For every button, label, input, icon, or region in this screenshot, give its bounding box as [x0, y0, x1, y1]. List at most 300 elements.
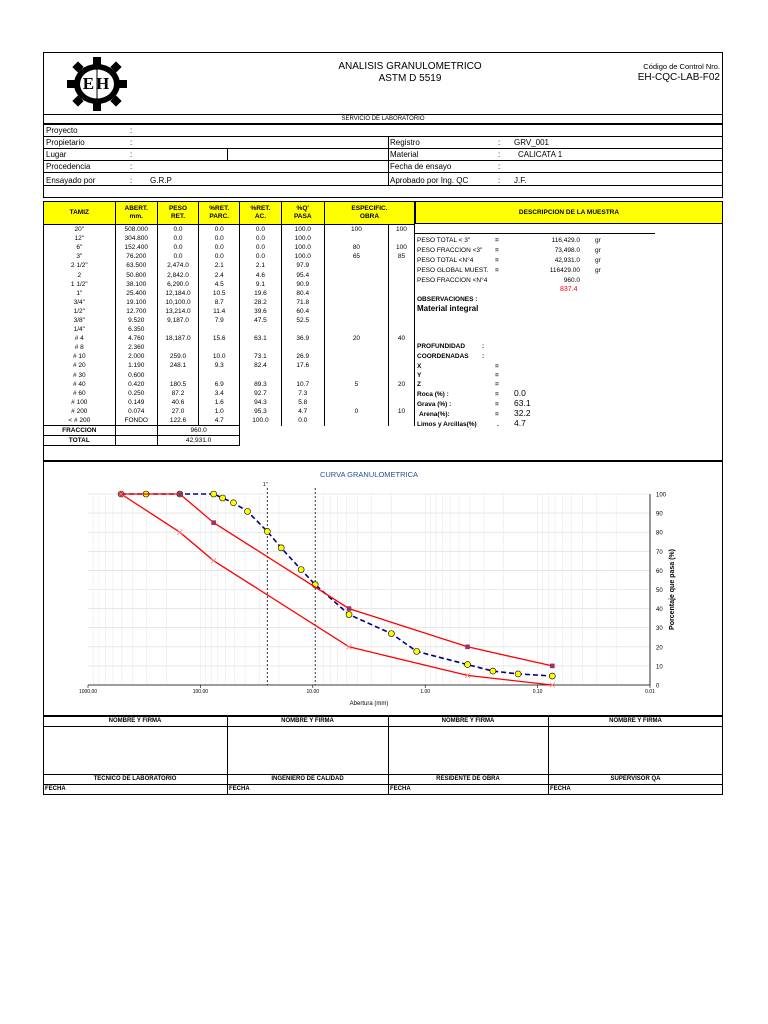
- table-cell: [157, 371, 198, 380]
- table-row: [44, 252, 415, 261]
- table-cell: 100.0: [281, 225, 324, 235]
- table-cell: [157, 325, 198, 334]
- table-cell: 100.0: [281, 243, 324, 252]
- table-cell: 11.4: [199, 307, 240, 316]
- table-cell: 0.0: [199, 225, 240, 235]
- propietario-label: Propietario: [46, 138, 85, 147]
- data-point: [278, 545, 284, 551]
- signature-role: RESIDENTE DE OBRA: [436, 776, 500, 782]
- table-cell: 10.5: [199, 289, 240, 298]
- y-tick-label: 10: [656, 664, 663, 671]
- table-cell: 5: [324, 380, 388, 389]
- coord-z-dash: =: [495, 381, 499, 388]
- table-cell: [324, 307, 388, 316]
- desc-line-label: PESO TOTAL < 3": [417, 237, 471, 244]
- table-cell: 3/8": [44, 316, 116, 325]
- data-point: [346, 612, 352, 618]
- observaciones-label: OBSERVACIONES :: [417, 296, 478, 303]
- table-cell: [388, 270, 414, 279]
- table-cell: # 8: [44, 343, 116, 352]
- arena-label: Arena(%):: [419, 411, 450, 418]
- table-cell: 7.3: [281, 389, 324, 398]
- procedencia-label: Procedencia: [46, 162, 91, 171]
- fraccion-value: 960.0: [157, 426, 239, 436]
- table-cell: 28.2: [240, 298, 281, 307]
- table-cell: [388, 280, 414, 289]
- table-row: [44, 234, 415, 243]
- y-tick-label: 60: [656, 568, 663, 575]
- total-value: 42,931.0: [157, 436, 239, 446]
- data-point: [549, 673, 555, 679]
- table-cell: 1/4": [44, 325, 116, 334]
- document-standard: ASTM D 5519: [378, 73, 442, 84]
- arena-value: 32.2: [514, 408, 531, 418]
- table-cell: 4.760: [115, 334, 157, 343]
- table-row: [44, 289, 415, 298]
- desc-line-dash: =: [495, 257, 499, 264]
- data-point: [515, 671, 521, 677]
- data-point: [178, 492, 183, 497]
- material-colon: :: [498, 150, 501, 159]
- granulometry-table-body: [44, 202, 415, 446]
- table-cell: 95.4: [281, 270, 324, 279]
- table-row: [44, 298, 415, 307]
- table-cell: 1 1/2": [44, 280, 116, 289]
- series-line: [121, 494, 552, 676]
- table-cell: [324, 416, 388, 426]
- desc-line-value: 960.0: [563, 277, 580, 284]
- table-cell: 6.350: [115, 325, 157, 334]
- data-point: [550, 664, 555, 669]
- data-point: [211, 520, 216, 525]
- profundidad-label: PROFUNDIDAD: [417, 343, 466, 350]
- aprobado-label: Aprobado por Ing. QC: [390, 176, 469, 185]
- table-cell: 100: [324, 225, 388, 235]
- data-point: [211, 491, 217, 497]
- table-cell: 2 1/2": [44, 261, 116, 270]
- signature-date-label: FECHA: [390, 786, 411, 792]
- control-code-label: Código de Control Nro.: [643, 62, 720, 71]
- table-cell: [388, 343, 414, 352]
- table-cell: 76.200: [115, 252, 157, 261]
- desc-line-unit: gr: [595, 247, 601, 254]
- table-cell: [388, 234, 414, 243]
- signature-name-header: NOMBRE Y FIRMA: [281, 718, 334, 724]
- table-cell: 38.100: [115, 280, 157, 289]
- column-header: %RET. PARC.: [199, 202, 240, 225]
- table-cell: 2,474.0: [157, 261, 198, 270]
- grava-label: Grava (%) :: [417, 401, 452, 408]
- table-cell: FONDO: [115, 416, 157, 426]
- table-cell: [281, 325, 324, 334]
- table-cell: 20: [324, 334, 388, 343]
- table-row: [44, 325, 415, 334]
- table-cell: 87.2: [157, 389, 198, 398]
- table-cell: 80: [324, 243, 388, 252]
- table-cell: 92.7: [240, 389, 281, 398]
- service-title: SERVICIO DE LABORATORIO: [341, 116, 425, 122]
- table-cell: 12.700: [115, 307, 157, 316]
- procedencia-colon: :: [130, 162, 133, 171]
- table-row: [44, 270, 415, 279]
- table-cell: 80.4: [281, 289, 324, 298]
- reference-annotation: 1": [262, 482, 268, 488]
- desc-line-label: PESO TOTAL <N°4: [417, 257, 474, 264]
- table-cell: 2.000: [115, 352, 157, 361]
- column-header: PESO RET.: [157, 202, 198, 225]
- table-cell: [240, 343, 281, 352]
- table-cell: 20: [388, 380, 414, 389]
- table-cell: 259.0: [157, 352, 198, 361]
- arena-dash: =: [495, 411, 499, 418]
- y-tick-label: 20: [656, 645, 663, 652]
- y-tick-label: 0: [656, 683, 660, 690]
- table-cell: < # 200: [44, 416, 116, 426]
- table-cell: [388, 398, 414, 407]
- table-cell: 71.8: [281, 298, 324, 307]
- observaciones-value: Material integral: [417, 304, 479, 313]
- table-cell: 27.0: [157, 407, 198, 416]
- data-point: [388, 631, 394, 637]
- table-cell: [324, 289, 388, 298]
- desc-line-label: PESO FRACCION <3": [417, 247, 483, 254]
- table-cell: 100: [388, 243, 414, 252]
- total-label: TOTAL: [44, 436, 116, 446]
- table-row: [44, 371, 415, 380]
- y-tick-label: 100: [656, 492, 667, 499]
- signature-role: TECNICO DE LABORATORIO: [93, 776, 177, 782]
- x-tick-label: 100.00: [192, 689, 209, 695]
- table-cell: 304.800: [115, 234, 157, 243]
- ensayado-label: Ensayado por: [46, 176, 96, 185]
- document-title: ANALISIS GRANULOMETRICO: [338, 61, 482, 72]
- data-point: [298, 567, 304, 573]
- desc-line-dash: =: [495, 267, 499, 274]
- fraccion-row: [44, 426, 415, 436]
- table-cell: # 10: [44, 352, 116, 361]
- table-cell: 1/2": [44, 307, 116, 316]
- table-cell: 12": [44, 234, 116, 243]
- table-cell: 18,187.0: [157, 334, 198, 343]
- table-cell: 73.1: [240, 352, 281, 361]
- table-cell: 9.520: [115, 316, 157, 325]
- column-header: ESPECIFIC. OBRA: [324, 202, 414, 225]
- proyecto-label: Proyecto: [46, 126, 78, 135]
- table-cell: 63.1: [240, 334, 281, 343]
- column-header: %Q' PASA: [281, 202, 324, 225]
- table-cell: 17.6: [281, 361, 324, 370]
- table-row: [44, 316, 415, 325]
- y-tick-label: 50: [656, 588, 663, 594]
- table-cell: # 20: [44, 361, 116, 370]
- table-cell: # 30: [44, 371, 116, 380]
- y-tick-label: 80: [656, 530, 663, 537]
- table-row: [44, 280, 415, 289]
- limos-dot: .: [497, 421, 499, 428]
- coord-x-label: X: [417, 363, 422, 370]
- table-cell: 0.0: [157, 225, 198, 235]
- coord-y-label: Y: [417, 372, 422, 379]
- table-cell: 3": [44, 252, 116, 261]
- table-cell: # 200: [44, 407, 116, 416]
- data-point: [490, 668, 496, 674]
- desc-line-value: 73,498.0: [554, 247, 580, 254]
- table-cell: 2.360: [115, 343, 157, 352]
- table-cell: 26.9: [281, 352, 324, 361]
- table-cell: 5.8: [281, 398, 324, 407]
- table-cell: 60.4: [281, 307, 324, 316]
- table-cell: 100: [388, 225, 414, 235]
- x-tick-label: 1.00: [420, 689, 431, 695]
- company-logo: [64, 56, 130, 112]
- table-cell: 0.0: [240, 234, 281, 243]
- table-cell: [388, 361, 414, 370]
- coord-x-dash: =: [495, 363, 499, 370]
- table-cell: 3.4: [199, 389, 240, 398]
- table-cell: # 60: [44, 389, 116, 398]
- table-cell: 1.6: [199, 398, 240, 407]
- registro-colon: :: [498, 138, 501, 147]
- data-point: [414, 648, 420, 654]
- table-cell: [324, 261, 388, 270]
- signature-date-label: FECHA: [550, 786, 571, 792]
- propietario-colon: :: [130, 138, 133, 147]
- lugar-colon: :: [130, 150, 133, 159]
- table-cell: 10: [388, 407, 414, 416]
- table-cell: 100.0: [240, 416, 281, 426]
- table-cell: 63.500: [115, 261, 157, 270]
- signature-role: SUPERVISOR QA: [610, 776, 661, 782]
- table-cell: [115, 436, 157, 446]
- table-cell: [240, 371, 281, 380]
- table-cell: [199, 325, 240, 334]
- table-cell: 0.0: [199, 252, 240, 261]
- column-header: TAMIZ: [44, 202, 116, 225]
- table-cell: 15.6: [199, 334, 240, 343]
- y-tick-label: 90: [656, 511, 663, 518]
- x-tick-label: 0.10: [532, 689, 543, 695]
- limos-value: 4.7: [514, 418, 526, 428]
- ensayado-colon: :: [130, 176, 133, 185]
- table-cell: 20": [44, 225, 116, 235]
- table-cell: 0.0: [240, 243, 281, 252]
- table-cell: [324, 325, 388, 334]
- registro-label: Registro: [390, 138, 420, 147]
- signature-date-label: FECHA: [45, 786, 66, 792]
- table-row: [44, 261, 415, 270]
- profundidad-colon: :: [482, 343, 485, 350]
- table-cell: 65: [324, 252, 388, 261]
- coordenadas-label: COORDENADAS: [417, 353, 469, 360]
- material-label: Material: [390, 150, 419, 159]
- table-row: [44, 352, 415, 361]
- table-cell: 25.400: [115, 289, 157, 298]
- table-cell: [199, 371, 240, 380]
- desc-line-label: PESO GLOBAL MUEST.: [417, 267, 489, 274]
- table-cell: 0.074: [115, 407, 157, 416]
- table-cell: 3/4": [44, 298, 116, 307]
- table-cell: 95.3: [240, 407, 281, 416]
- signature-role: INGENIERO DE CALIDAD: [271, 776, 344, 782]
- table-cell: [324, 398, 388, 407]
- table-cell: 82.4: [240, 361, 281, 370]
- table-cell: [388, 371, 414, 380]
- table-cell: 19.6: [240, 289, 281, 298]
- table-header-row: [44, 202, 415, 225]
- table-cell: 0: [324, 407, 388, 416]
- table-cell: [388, 416, 414, 426]
- table-cell: 0.600: [115, 371, 157, 380]
- logo-letters: EH: [82, 74, 112, 93]
- grain-size-chart: [50, 463, 688, 713]
- desc-line-value: 116,429.0: [551, 237, 580, 244]
- table-cell: [324, 316, 388, 325]
- table-cell: [324, 352, 388, 361]
- table-cell: 1.0: [199, 407, 240, 416]
- chart-panel: [50, 463, 688, 713]
- table-cell: # 4: [44, 334, 116, 343]
- coord-y-dash: =: [495, 372, 499, 379]
- table-cell: [324, 389, 388, 398]
- data-point: [465, 662, 471, 668]
- table-row: [44, 334, 415, 343]
- data-point: [230, 500, 236, 506]
- table-row: [44, 407, 415, 416]
- ensayado-value: G.R.P: [150, 176, 172, 185]
- table-cell: 1": [44, 289, 116, 298]
- description-header-text: DESCRIPCION DE LA MUESTRA: [518, 209, 620, 216]
- table-cell: 85: [388, 252, 414, 261]
- registro-value: GRV_001: [514, 138, 549, 147]
- table-cell: 2.1: [199, 261, 240, 270]
- table-cell: 0.0: [240, 252, 281, 261]
- table-cell: 10.7: [281, 380, 324, 389]
- table-cell: 12,184.0: [157, 289, 198, 298]
- desc-line-value: 42,931.0: [554, 257, 580, 264]
- table-cell: 9.1: [240, 280, 281, 289]
- data-point: [220, 495, 226, 501]
- table-cell: 248.1: [157, 361, 198, 370]
- table-cell: 47.5: [240, 316, 281, 325]
- table-cell: [324, 280, 388, 289]
- data-point: [465, 645, 470, 650]
- data-point: [245, 508, 251, 514]
- x-tick-label: 10.00: [306, 689, 320, 695]
- desc-line-unit: gr: [595, 237, 601, 244]
- aprobado-value: J.F.: [514, 176, 527, 185]
- chart-title: CURVA GRANULOMETRICA: [319, 470, 419, 479]
- table-cell: [388, 261, 414, 270]
- desc-line-value: 116429.00: [549, 267, 580, 274]
- table-cell: 0.0: [199, 234, 240, 243]
- table-cell: 94.3: [240, 398, 281, 407]
- coordenadas-colon: :: [482, 353, 485, 360]
- table-cell: 7.9: [199, 316, 240, 325]
- data-point: [264, 528, 270, 534]
- limos-label: Limos y Arcillas(%): [417, 421, 477, 428]
- y-tick-label: 70: [656, 549, 663, 556]
- signature-name-header: NOMBRE Y FIRMA: [108, 718, 162, 724]
- table-cell: [324, 298, 388, 307]
- series-line: [121, 494, 552, 666]
- table-cell: 13,214.0: [157, 307, 198, 316]
- table-cell: [281, 371, 324, 380]
- table-cell: 40.6: [157, 398, 198, 407]
- desc-line-dash: =: [495, 237, 499, 244]
- roca-label: Roca (%) :: [417, 391, 449, 398]
- desc-line-label: PESO FRACCION <N°4: [417, 277, 488, 284]
- table-cell: [157, 343, 198, 352]
- table-cell: 10.0: [199, 352, 240, 361]
- data-point: [347, 606, 352, 611]
- table-cell: [388, 325, 414, 334]
- table-cell: 9,187.0: [157, 316, 198, 325]
- table-cell: 2,842.0: [157, 270, 198, 279]
- table-cell: 4.6: [240, 270, 281, 279]
- proyecto-colon: :: [130, 126, 133, 135]
- table-row: [44, 361, 415, 370]
- coord-z-label: Z: [417, 381, 421, 388]
- table-cell: [388, 298, 414, 307]
- column-header: %RET. AC.: [240, 202, 281, 225]
- table-cell: 9.3: [199, 361, 240, 370]
- table-cell: [324, 371, 388, 380]
- grava-value: 63.1: [514, 398, 531, 408]
- table-cell: 0.0: [157, 252, 198, 261]
- table-cell: 4.7: [281, 407, 324, 416]
- granulometry-table: [43, 201, 415, 446]
- table-row: [44, 343, 415, 352]
- y-tick-label: 30: [656, 626, 663, 633]
- table-cell: [388, 289, 414, 298]
- table-cell: 0.0: [157, 234, 198, 243]
- description-header: [415, 201, 723, 224]
- table-cell: [281, 343, 324, 352]
- column-header: ABERT. mm.: [115, 202, 157, 225]
- desc-line-dash: =: [495, 247, 499, 254]
- table-cell: 97.9: [281, 261, 324, 270]
- table-cell: 0.0: [281, 416, 324, 426]
- fecha-ensayo-label: Fecha de ensayo: [390, 162, 452, 171]
- table-cell: 0.149: [115, 398, 157, 407]
- table-row: [44, 416, 415, 426]
- table-cell: 0.420: [115, 380, 157, 389]
- table-cell: 8.7: [199, 298, 240, 307]
- x-tick-label: 1000.00: [78, 689, 98, 695]
- total-row: [44, 436, 415, 446]
- table-cell: 100.0: [281, 234, 324, 243]
- table-cell: [324, 343, 388, 352]
- table-cell: 152.400: [115, 243, 157, 252]
- fecha-ensayo-colon: :: [498, 162, 501, 171]
- table-cell: 10,100.0: [157, 298, 198, 307]
- table-cell: 2.1: [240, 261, 281, 270]
- table-cell: 6.9: [199, 380, 240, 389]
- table-cell: 6,290.0: [157, 280, 198, 289]
- desc-line-unit: gr: [595, 257, 601, 264]
- table-cell: 180.5: [157, 380, 198, 389]
- table-cell: [115, 426, 157, 436]
- control-code-value: EH-CQC-LAB-F02: [637, 72, 720, 83]
- table-cell: 0.0: [157, 243, 198, 252]
- table-cell: 508.000: [115, 225, 157, 235]
- table-cell: 36.9: [281, 334, 324, 343]
- roca-dash: =: [495, 391, 499, 398]
- table-row: [44, 380, 415, 389]
- table-cell: [240, 325, 281, 334]
- desc-line-unit: gr: [595, 267, 601, 274]
- signature-name-header: NOMBRE Y FIRMA: [609, 718, 662, 724]
